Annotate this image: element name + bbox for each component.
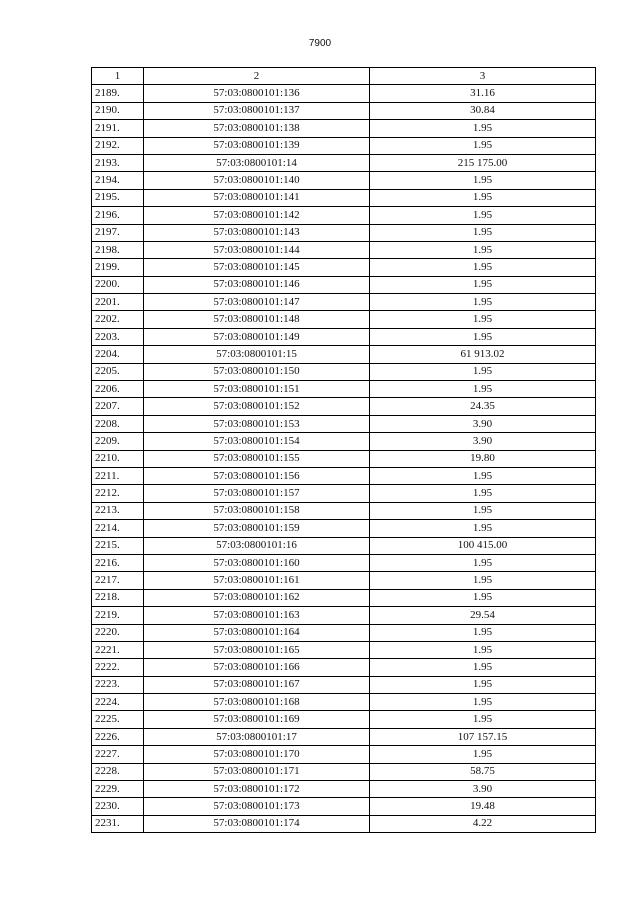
area-value: 1.95 — [370, 676, 596, 693]
cadastral-number: 57:03:0800101:140 — [144, 172, 370, 189]
area-value: 1.95 — [370, 259, 596, 276]
cadastral-number: 57:03:0800101:139 — [144, 137, 370, 154]
table-row — [92, 363, 596, 380]
cadastral-number: 57:03:0800101:169 — [144, 711, 370, 728]
table-row — [92, 711, 596, 728]
table-row — [92, 172, 596, 189]
cadastral-number: 57:03:0800101:165 — [144, 641, 370, 658]
page-number: 7900 — [308, 38, 332, 49]
cadastral-number: 57:03:0800101:142 — [144, 207, 370, 224]
row-number: 2202. — [92, 311, 144, 328]
area-value: 1.95 — [370, 137, 596, 154]
area-value: 215 175.00 — [370, 154, 596, 171]
cadastral-number: 57:03:0800101:167 — [144, 676, 370, 693]
area-value: 19.80 — [370, 450, 596, 467]
area-value: 1.95 — [370, 363, 596, 380]
row-number: 2223. — [92, 676, 144, 693]
row-number: 2193. — [92, 154, 144, 171]
cadastral-number: 57:03:0800101:137 — [144, 102, 370, 119]
column-header-1: 1 — [92, 68, 144, 85]
area-value: 1.95 — [370, 207, 596, 224]
row-number: 2200. — [92, 276, 144, 293]
area-value: 1.95 — [370, 641, 596, 658]
table-row — [92, 259, 596, 276]
data-table — [91, 67, 596, 833]
table-row — [92, 294, 596, 311]
area-value: 1.95 — [370, 694, 596, 711]
area-value: 1.95 — [370, 189, 596, 206]
area-value: 1.95 — [370, 172, 596, 189]
cadastral-number: 57:03:0800101:17 — [144, 728, 370, 745]
row-number: 2217. — [92, 572, 144, 589]
area-value: 1.95 — [370, 467, 596, 484]
area-value: 1.95 — [370, 224, 596, 241]
table-row — [92, 659, 596, 676]
cadastral-number: 57:03:0800101:156 — [144, 467, 370, 484]
area-value: 1.95 — [370, 485, 596, 502]
cadastral-number: 57:03:0800101:152 — [144, 398, 370, 415]
cadastral-number: 57:03:0800101:149 — [144, 328, 370, 345]
table-row — [92, 120, 596, 137]
row-number: 2222. — [92, 659, 144, 676]
table-row — [92, 607, 596, 624]
cadastral-number: 57:03:0800101:146 — [144, 276, 370, 293]
row-number: 2229. — [92, 781, 144, 798]
row-number: 2226. — [92, 728, 144, 745]
row-number: 2216. — [92, 554, 144, 571]
table-row — [92, 798, 596, 815]
row-number: 2190. — [92, 102, 144, 119]
area-value: 1.95 — [370, 276, 596, 293]
cadastral-number: 57:03:0800101:145 — [144, 259, 370, 276]
area-value: 1.95 — [370, 502, 596, 519]
table-row — [92, 276, 596, 293]
cadastral-number: 57:03:0800101:171 — [144, 763, 370, 780]
table-row — [92, 520, 596, 537]
cadastral-number: 57:03:0800101:15 — [144, 346, 370, 363]
row-number: 2230. — [92, 798, 144, 815]
area-value: 1.95 — [370, 659, 596, 676]
cadastral-number: 57:03:0800101:174 — [144, 815, 370, 832]
cadastral-number: 57:03:0800101:160 — [144, 554, 370, 571]
row-number: 2207. — [92, 398, 144, 415]
area-value: 1.95 — [370, 554, 596, 571]
row-number: 2199. — [92, 259, 144, 276]
table-row — [92, 189, 596, 206]
row-number: 2231. — [92, 815, 144, 832]
cadastral-number: 57:03:0800101:144 — [144, 241, 370, 258]
row-number: 2220. — [92, 624, 144, 641]
table-row — [92, 781, 596, 798]
table-row — [92, 450, 596, 467]
table-row — [92, 241, 596, 258]
table-row — [92, 85, 596, 102]
row-number: 2213. — [92, 502, 144, 519]
cadastral-number: 57:03:0800101:151 — [144, 381, 370, 398]
table-row — [92, 537, 596, 554]
cadastral-number: 57:03:0800101:173 — [144, 798, 370, 815]
row-number: 2206. — [92, 381, 144, 398]
row-number: 2215. — [92, 537, 144, 554]
cadastral-number: 57:03:0800101:155 — [144, 450, 370, 467]
area-value: 1.95 — [370, 381, 596, 398]
area-value: 58.75 — [370, 763, 596, 780]
table-row — [92, 224, 596, 241]
column-header-3: 3 — [370, 68, 596, 85]
cadastral-number: 57:03:0800101:14 — [144, 154, 370, 171]
table-row — [92, 485, 596, 502]
table-row — [92, 433, 596, 450]
table-row — [92, 328, 596, 345]
cadastral-number: 57:03:0800101:166 — [144, 659, 370, 676]
row-number: 2221. — [92, 641, 144, 658]
area-value: 1.95 — [370, 294, 596, 311]
cadastral-number: 57:03:0800101:147 — [144, 294, 370, 311]
table-row — [92, 467, 596, 484]
table-body — [92, 85, 596, 833]
row-number: 2201. — [92, 294, 144, 311]
area-value: 100 415.00 — [370, 537, 596, 554]
area-value: 61 913.02 — [370, 346, 596, 363]
table-row — [92, 554, 596, 571]
row-number: 2211. — [92, 467, 144, 484]
cadastral-number: 57:03:0800101:154 — [144, 433, 370, 450]
cadastral-number: 57:03:0800101:153 — [144, 415, 370, 432]
row-number: 2219. — [92, 607, 144, 624]
area-value: 3.90 — [370, 781, 596, 798]
row-number: 2208. — [92, 415, 144, 432]
row-number: 2228. — [92, 763, 144, 780]
table-row — [92, 572, 596, 589]
cadastral-number: 57:03:0800101:16 — [144, 537, 370, 554]
area-value: 1.95 — [370, 328, 596, 345]
row-number: 2189. — [92, 85, 144, 102]
table-row — [92, 694, 596, 711]
area-value: 1.95 — [370, 120, 596, 137]
table-row — [92, 763, 596, 780]
area-value: 3.90 — [370, 433, 596, 450]
table-row — [92, 346, 596, 363]
cadastral-number: 57:03:0800101:148 — [144, 311, 370, 328]
row-number: 2191. — [92, 120, 144, 137]
table-row — [92, 728, 596, 745]
cadastral-number: 57:03:0800101:143 — [144, 224, 370, 241]
row-number: 2192. — [92, 137, 144, 154]
area-value: 3.90 — [370, 415, 596, 432]
area-value: 1.95 — [370, 746, 596, 763]
cadastral-number: 57:03:0800101:162 — [144, 589, 370, 606]
table-row — [92, 815, 596, 832]
area-value: 1.95 — [370, 572, 596, 589]
table-row — [92, 676, 596, 693]
cadastral-number: 57:03:0800101:150 — [144, 363, 370, 380]
cadastral-number: 57:03:0800101:141 — [144, 189, 370, 206]
table-row — [92, 415, 596, 432]
row-number: 2204. — [92, 346, 144, 363]
row-number: 2212. — [92, 485, 144, 502]
row-number: 2209. — [92, 433, 144, 450]
table-row — [92, 207, 596, 224]
row-number: 2194. — [92, 172, 144, 189]
cadastral-number: 57:03:0800101:161 — [144, 572, 370, 589]
cadastral-number: 57:03:0800101:163 — [144, 607, 370, 624]
row-number: 2197. — [92, 224, 144, 241]
row-number: 2205. — [92, 363, 144, 380]
column-header-2: 2 — [144, 68, 370, 85]
table-row — [92, 624, 596, 641]
table-row — [92, 311, 596, 328]
row-number: 2225. — [92, 711, 144, 728]
table-row — [92, 641, 596, 658]
area-value: 19.48 — [370, 798, 596, 815]
row-number: 2224. — [92, 694, 144, 711]
area-value: 1.95 — [370, 311, 596, 328]
row-number: 2196. — [92, 207, 144, 224]
area-value: 1.95 — [370, 589, 596, 606]
table-row — [92, 102, 596, 119]
area-value: 4.22 — [370, 815, 596, 832]
table-header-row — [92, 68, 596, 85]
cadastral-number: 57:03:0800101:164 — [144, 624, 370, 641]
cadastral-number: 57:03:0800101:136 — [144, 85, 370, 102]
area-value: 29.54 — [370, 607, 596, 624]
area-value: 1.95 — [370, 711, 596, 728]
area-value: 107 157.15 — [370, 728, 596, 745]
area-value: 1.95 — [370, 241, 596, 258]
table-row — [92, 398, 596, 415]
table-row — [92, 137, 596, 154]
area-value: 31.16 — [370, 85, 596, 102]
area-value: 1.95 — [370, 624, 596, 641]
area-value: 30.84 — [370, 102, 596, 119]
cadastral-number: 57:03:0800101:159 — [144, 520, 370, 537]
table-row — [92, 154, 596, 171]
cadastral-number: 57:03:0800101:158 — [144, 502, 370, 519]
row-number: 2210. — [92, 450, 144, 467]
table-row — [92, 502, 596, 519]
row-number: 2218. — [92, 589, 144, 606]
row-number: 2203. — [92, 328, 144, 345]
area-value: 1.95 — [370, 520, 596, 537]
row-number: 2214. — [92, 520, 144, 537]
cadastral-number: 57:03:0800101:168 — [144, 694, 370, 711]
cadastral-number: 57:03:0800101:157 — [144, 485, 370, 502]
row-number: 2195. — [92, 189, 144, 206]
cadastral-number: 57:03:0800101:172 — [144, 781, 370, 798]
table-row — [92, 746, 596, 763]
row-number: 2227. — [92, 746, 144, 763]
table-row — [92, 589, 596, 606]
cadastral-number: 57:03:0800101:138 — [144, 120, 370, 137]
cadastral-number: 57:03:0800101:170 — [144, 746, 370, 763]
table-row — [92, 381, 596, 398]
row-number: 2198. — [92, 241, 144, 258]
area-value: 24.35 — [370, 398, 596, 415]
